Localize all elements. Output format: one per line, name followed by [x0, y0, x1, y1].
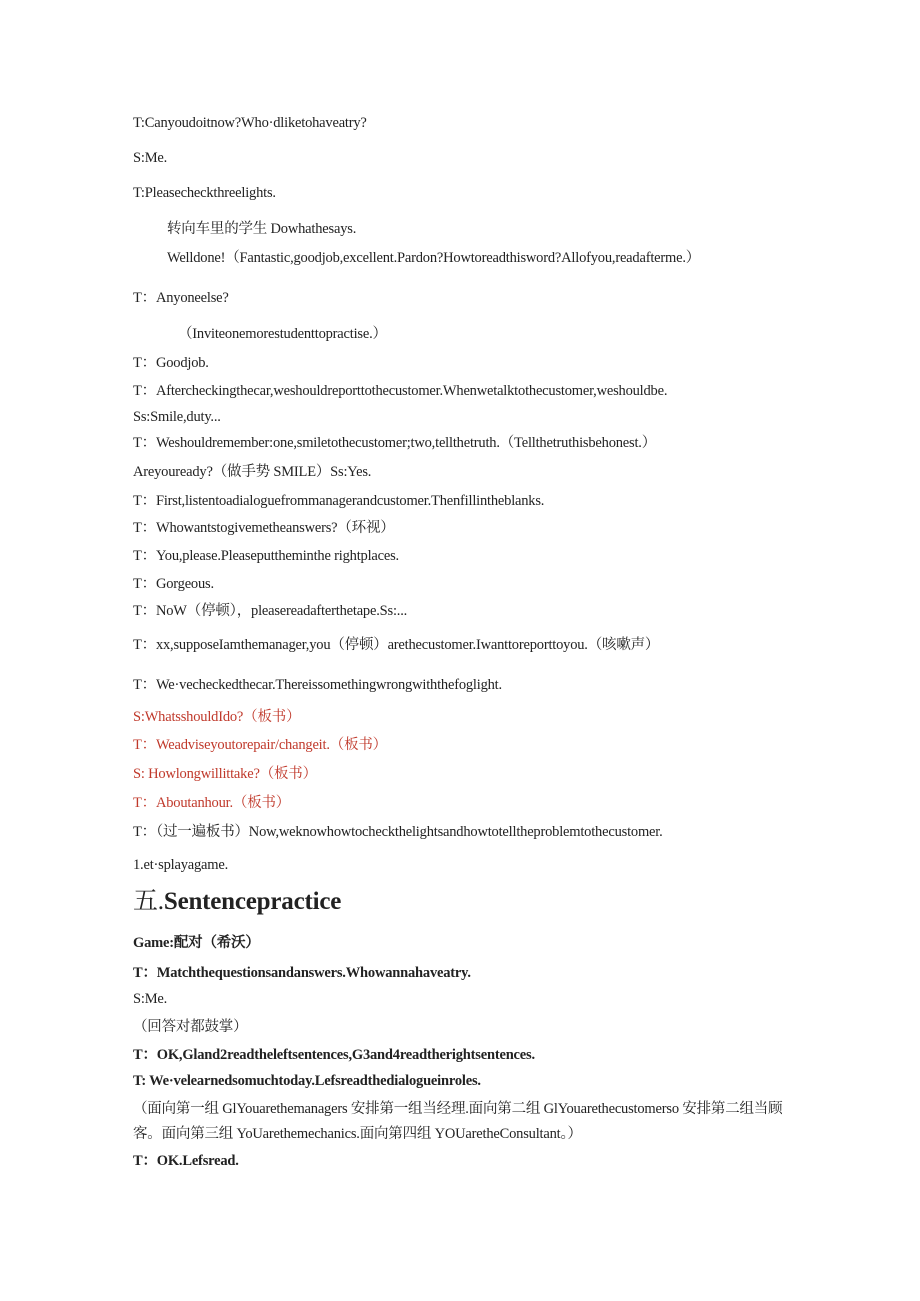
- line-19: T：We·vecheckedthecar.Thereissomethingwrongwiththefoglight.: [133, 677, 502, 693]
- line-3: T:Pleasecheckthreelights.: [133, 185, 276, 201]
- line-23: T：Aboutanhour.（板书）: [133, 795, 291, 811]
- line-13: T：First,listentoadialoguefrommanagerandcustomer.Thenfillintheblanks.: [133, 493, 545, 509]
- line-8: T：Goodjob.: [133, 355, 209, 371]
- line-24: T：（过一遍板书）Now,weknowhowtocheckthelightsandhowtotelltheproblemtothecustomer.: [133, 824, 663, 840]
- section-line-7: （面向第一组 GlYouarethemanagers 安排第一组当经理.面向第二组 GlYouarethecustomerso 安排第二组当顾客。面向第三组 YoUarethemechanics.面向第四组 YOUaretheConsultant。）: [133, 1101, 783, 1142]
- section-line-1: Game:配对（希沃）: [133, 935, 260, 951]
- line-2: S:Me.: [133, 150, 168, 166]
- section-line-8: T：OK.Lefsread.: [133, 1153, 239, 1169]
- line-14: T：Whowantstogivemetheanswers?（环视）: [133, 520, 395, 536]
- line-15: T：You,please.Pleaseputtheminthe rightplaces.: [133, 548, 399, 564]
- line-22: S: Howlongwillittake?（板书）: [133, 766, 317, 782]
- line-25: 1.et·splayagame.: [133, 857, 229, 873]
- line-9: T：Aftercheckingthecar,weshouldreporttothecustomer.Whenwetalktothecustomer,weshouldbe.: [133, 383, 668, 399]
- line-20: S:WhatsshouldIdo?（板书）: [133, 709, 301, 725]
- line-18: T：xx,supposeIamthemanager,you（停顿）arethecustomer.Iwanttoreporttoyou.（咳嗽声）: [133, 637, 660, 653]
- line-17: T：NoW（停顿），pleasereadafterthetape.Ss:...: [133, 603, 408, 619]
- section-line-5: T：OK,Gland2readtheleftsentences,G3and4readtherightsentences.: [133, 1047, 535, 1063]
- heading-number: 五.: [133, 888, 164, 915]
- line-1: T:Canyoudoitnow?Who·dliketohaveatry?: [133, 115, 367, 131]
- line-4: 转向车里的学生 Dowhathesays.: [167, 221, 357, 237]
- section-heading: [133, 887, 341, 917]
- line-12: Areyouready?（做手势 SMILE）Ss:Yes.: [133, 464, 372, 480]
- line-5: Welldone!（Fantastic,goodjob,excellent.Pardon?Howtoreadthisword?Allofyou,readafterme.）: [167, 250, 701, 266]
- line-16: T：Gorgeous.: [133, 576, 214, 592]
- section-line-4: （回答对都鼓掌）: [133, 1019, 248, 1035]
- line-6: T：Anyoneelse?: [133, 290, 229, 306]
- line-7: （Inviteonemorestudenttopractise.）: [178, 326, 387, 342]
- section-line-2: T：Matchthequestionsandanswers.Whowannahaveatry.: [133, 965, 471, 981]
- line-21: T：Weadviseyoutorepair/changeit.（板书）: [133, 737, 387, 753]
- line-10: Ss:Smile,duty...: [133, 409, 221, 425]
- line-11: T：Weshouldremember:one,smiletothecustomer;two,tellthetruth.（Tellthetruthisbehonest.）: [133, 435, 657, 451]
- section-line-6: T: We·velearnedsomuchtoday.Lefsreadthedialogueinroles.: [133, 1073, 481, 1089]
- heading-title: Sentencepractice: [163, 888, 342, 915]
- section-line-3: S:Me.: [133, 991, 168, 1007]
